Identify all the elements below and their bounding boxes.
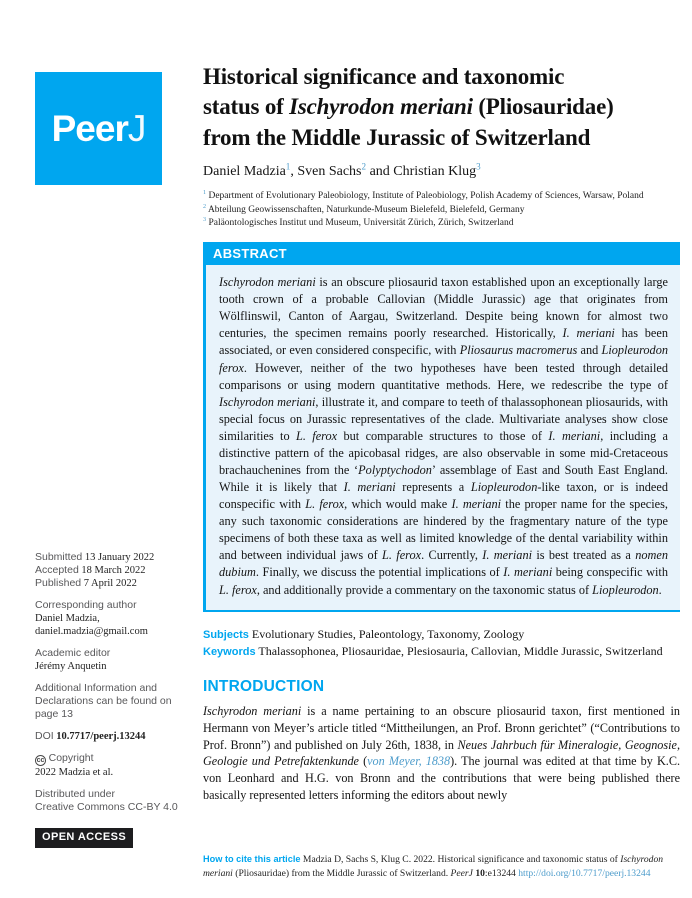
published-row [35, 577, 195, 590]
text-segment: . Finally, we discuss the potential implications of [255, 565, 504, 580]
affiliations [203, 190, 680, 230]
affiliation-1 [203, 190, 680, 203]
text-segment: Liopleurodon ferox [219, 343, 668, 375]
text-segment: and [577, 343, 602, 358]
subjects-list: Evolutionary Studies, Paleontology, Taxonomy, Zoology [251, 626, 525, 641]
text-segment: Madzia D, Sachs S, Klug C. 2022. Historical significance and taxonomic status of [300, 854, 621, 865]
doi-group [35, 730, 195, 743]
introduction-paragraph [203, 703, 680, 804]
article-meta-sidebar [35, 551, 195, 848]
superscript-marker: 2 [361, 161, 367, 172]
text-segment: represents a [395, 480, 471, 495]
peerj-logo-text [52, 108, 146, 150]
text-segment: . However, neither of the two hypotheses have been tested through detailed comparisons or using modern quantitative methods. Here, we redescribe the type of [219, 360, 668, 392]
superscript-marker: 1 [285, 161, 291, 172]
dates-group [35, 551, 195, 590]
text-segment: Ischyrodon meriani [219, 394, 316, 409]
text-segment: ’ assemblage of East and South East England. While it is likely that [219, 463, 668, 495]
citation-footer [203, 853, 681, 881]
submitted-label: Submitted [35, 551, 83, 563]
text-segment: nomen dubium [219, 548, 668, 580]
text-segment: I. meriani [548, 428, 601, 443]
text-segment: L. ferox [305, 497, 345, 512]
text-segment: has been associated, or even considered conspecific, with [219, 326, 668, 358]
text-segment: Ischyrodon meriani [289, 94, 473, 120]
text-segment: the proper name for the species, any such taxonomic considerations are hindered by the fragmentary nature of the type specimens of both these taxa as well as limited knowledge of the dental variability within and between individual jaws of [219, 497, 668, 563]
text-segment: Daniel Madzia [203, 164, 286, 180]
text-segment: status of [203, 94, 290, 120]
corresponding-author-label: Corresponding author [35, 599, 137, 611]
abstract-body [203, 265, 680, 611]
subjects-row [203, 626, 680, 643]
text-segment: Polyptychodon [358, 463, 432, 478]
text-segment: 10 [475, 867, 485, 879]
affiliation-text: Department of Evolutionary Paleobiology, Institute of Paleobiology, Polish Academy of Sciences, Warsaw, Poland [208, 191, 644, 202]
abstract-section [203, 242, 680, 611]
logo-j: J [127, 107, 146, 149]
published-label: Published [35, 577, 82, 589]
affiliation-text: Paläontologisches Institut und Museum, Universität Zürich, Zürich, Switzerland [208, 217, 514, 228]
open-access-badge: OPEN ACCESS [35, 828, 133, 848]
copyright-group [35, 752, 195, 779]
text-segment: L. ferox [382, 548, 422, 563]
text-segment: L. ferox [295, 428, 338, 443]
text-segment: L. ferox [219, 582, 257, 597]
text-segment: . Currently, [421, 548, 483, 563]
copyright-label: Copyright [48, 752, 94, 764]
corresponding-author-email[interactable]: daniel.madzia@gmail.com [35, 626, 148, 637]
text-segment: is a name pertaining to an obscure pliosaurid taxon, first mentioned in Hermann von Meyer’s article titled “Mittheilungen, an Prof. Bronn gerichtet” (“Contributions to Prof. Bronn”) and published on July 26th, 1838, in [203, 703, 681, 752]
keywords-row [203, 643, 680, 660]
text-segment: , including a distinctive pattern of the apicobasal ridges, are also observable in some mid-Cretaceous brachauchenines from the ‘ [219, 428, 668, 478]
text-segment: , and additionally provide a commentary on the taxonomic status of [256, 582, 593, 597]
text-segment: I. meriani [482, 548, 533, 563]
link[interactable]: von Meyer, 1838 [367, 754, 451, 769]
subjects-label: Subjects [203, 628, 249, 641]
submitted-row [35, 551, 195, 564]
text-segment: Historical significance and taxonomic [203, 64, 565, 89]
published-date: 7 April 2022 [83, 578, 137, 589]
text-segment: and [366, 164, 394, 180]
text-segment: I. meriani [503, 565, 553, 580]
text-segment: I. meriani [343, 480, 396, 495]
affiliation-marker: 3 [203, 216, 207, 223]
academic-editor-label: Academic editor [35, 647, 111, 659]
corresponding-author-group [35, 599, 195, 638]
text-segment: , [290, 164, 298, 180]
keywords-list: Thalassophonea, Pliosauridae, Plesiosauria, Callovian, Middle Jurassic, Switzerland [258, 643, 663, 658]
license-link[interactable]: Creative Commons CC-BY 4.0 [35, 801, 178, 813]
copyright-holder: 2022 Madzia et al. [35, 767, 114, 778]
doi-label: DOI [35, 730, 54, 742]
academic-editor-group [35, 647, 195, 673]
keywords-label: Keywords [203, 645, 256, 658]
text-segment: Christian Klug [393, 164, 477, 180]
text-segment: Neues Jahrbuch für Mineralogie, Geognosie, Geologie und Petrefaktenkunde [203, 737, 680, 769]
text-segment: Ischyrodon meriani [203, 854, 664, 879]
introduction-heading: INTRODUCTION [203, 677, 325, 695]
article-title [203, 62, 680, 153]
affiliation-marker: 2 [203, 203, 207, 210]
main-column [203, 62, 680, 804]
cc-icon: cc [36, 757, 45, 764]
text-segment: , illustrate it, and compare to teeth of thalassophonean pliosaurids, with special focus on Jurassic representatives of the clade. Multivariate analyses show close similarities to [219, 394, 668, 443]
text-segment: Pliosaurus macromerus [459, 343, 578, 358]
text-segment: but comparable structures to those of [337, 428, 549, 443]
subjects-keywords-block [203, 626, 680, 660]
additional-info-note: Additional Information and Declarations can be found on page 13 [35, 682, 172, 720]
text-segment: ). The journal was edited at that time by K.C. von Leonhard and H.G. von Bronn and the contributions that were being published there basically represented letters informing the editors about newly [203, 754, 680, 803]
corresponding-author-name: Daniel Madzia, [35, 613, 100, 624]
superscript-marker: 3 [476, 161, 481, 172]
abstract-heading: ABSTRACT [203, 242, 680, 265]
logo-peer: Peer [51, 107, 128, 149]
submitted-date: 13 January 2022 [84, 552, 155, 563]
accepted-label: Accepted [35, 564, 79, 576]
text-segment: is best treated as a [532, 548, 636, 563]
accepted-row [35, 564, 195, 577]
text-segment: . [658, 582, 662, 597]
how-to-cite-label: How to cite this article [203, 854, 301, 864]
authors-line [203, 163, 680, 181]
text-segment: Ischyrodon meriani [219, 275, 316, 290]
text-segment: PeerJ [450, 867, 473, 879]
text-segment: Sven Sachs [297, 164, 362, 180]
text-segment: (Pliosauridae) from the Middle Jurassic of Switzerland. [232, 867, 451, 879]
text-segment: from the Middle Jurassic of Switzerland [203, 124, 591, 150]
text-segment: , which would make [344, 497, 452, 512]
link[interactable]: http://doi.org/10.7717/peerj.13244 [518, 867, 651, 879]
text-segment: being conspecific with [552, 565, 668, 580]
text-segment: Liopleurodon [470, 480, 538, 495]
text-segment: Liopleurodon [592, 582, 659, 597]
text-segment: :e13244 [484, 867, 519, 879]
text-segment: I. meriani [562, 326, 615, 341]
license-line1: Distributed under [35, 788, 115, 800]
license-group [35, 788, 195, 814]
peerj-logo[interactable] [35, 72, 162, 185]
text-segment: I. meriani [451, 497, 502, 512]
doi-value[interactable]: 10.7717/peerj.13244 [56, 731, 146, 742]
affiliation-text: Abteilung Geowissenschaften, Naturkunde-Museum Bielefeld, Bielefeld, Germany [207, 204, 525, 215]
affiliation-2 [203, 204, 680, 217]
text-segment: Ischyrodon meriani [203, 703, 302, 718]
affiliation-3 [203, 217, 680, 230]
academic-editor-name[interactable]: Jérémy Anquetin [35, 661, 107, 672]
text-segment: is an obscure pliosaurid taxon established upon an exceptionally large tooth crown of a probable Callovian (Middle Jurassic) age that originates from Wölflinswil, Canton of Aargau, Switzerland. Despite being known for almost two centuries, the specimen remains poorly researched. Historically, [219, 275, 668, 341]
accepted-date: 18 March 2022 [81, 565, 146, 576]
text-segment: -like taxon, or is indeed conspecific with [219, 480, 668, 512]
text-segment: ( [358, 754, 368, 769]
affiliation-marker: 1 [203, 190, 207, 197]
text-segment: (Pliosauridae) [472, 94, 614, 120]
